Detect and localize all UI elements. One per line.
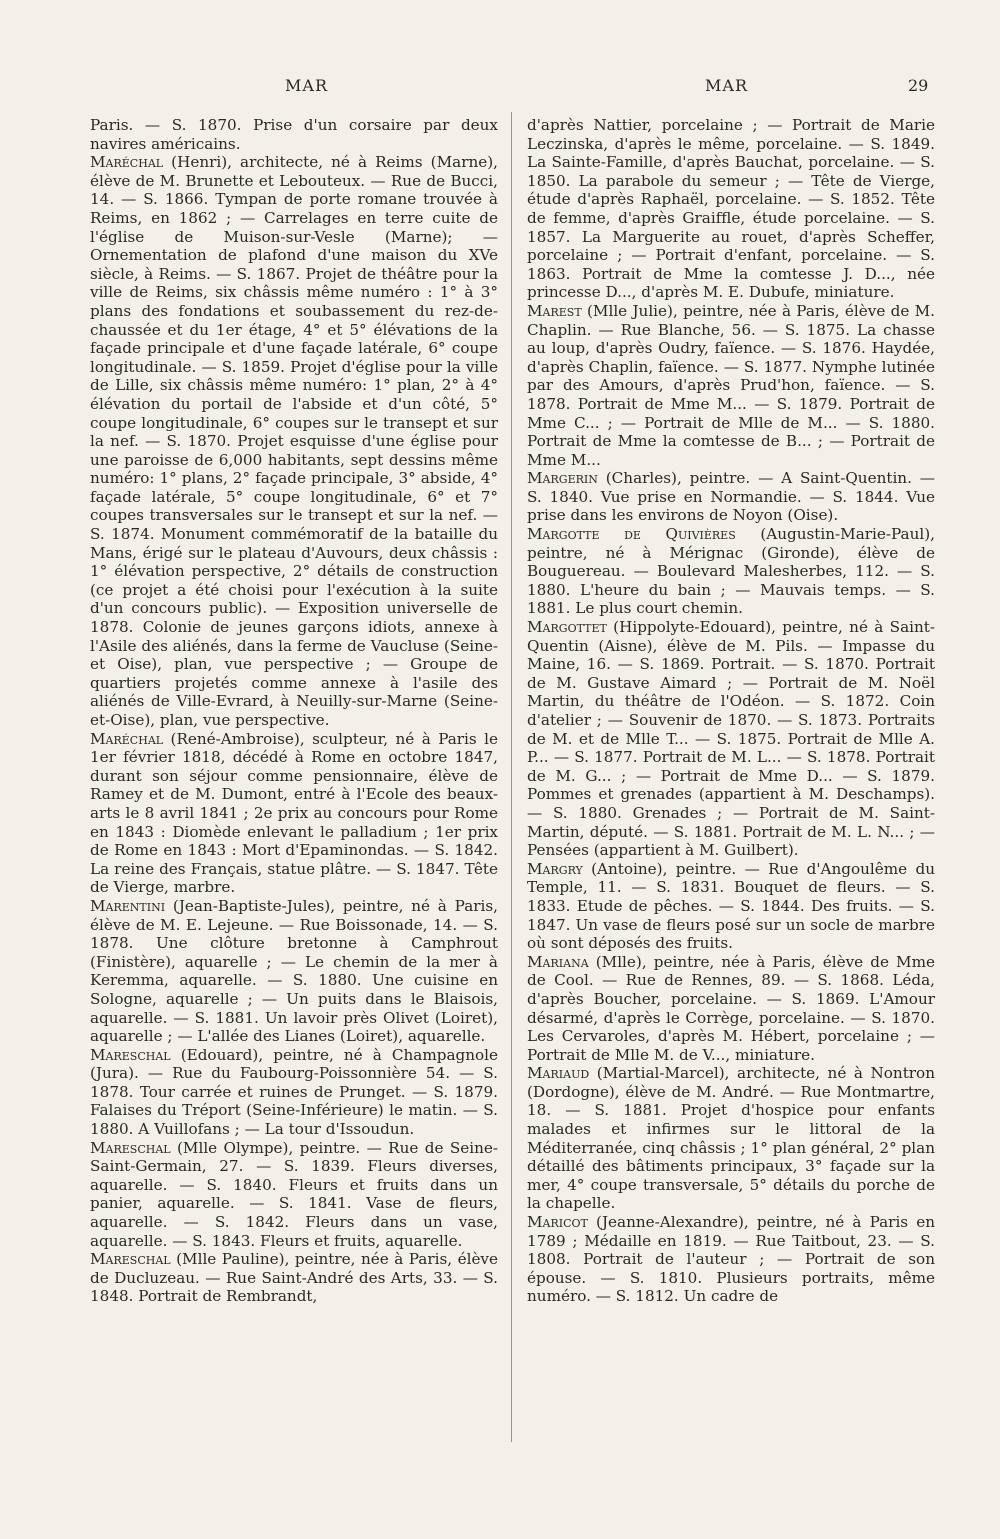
entry-name: Marentini — [90, 896, 166, 915]
column-divider — [511, 112, 512, 1442]
left-column — [90, 116, 498, 1306]
entry-text: (Edouard), peintre, né à Champagnole (Jura). — Rue du Faubourg-Poissonnière 54. — S. 1878. Tour carrée et ruines de Prunget. — S. 1879. Falaises du Tréport (Seine-Inférieure) le matin. — S. 1880. A Vuillofans ; — La tour d'Issoudun. — [90, 1045, 498, 1139]
entry — [527, 525, 935, 618]
entry-text: (Jeanne-Alexandre), peintre, né à Paris en 1789 ; Médaille en 1819. — Rue Taitbout, 23. — S. 1808. Portrait de l'auteur ; — Portrait de son épouse. — S. 1810. Plusieurs portraits, même numéro. — S. 1812. Un cadre de — [527, 1213, 935, 1306]
entry — [90, 1250, 498, 1306]
entry — [527, 1064, 935, 1213]
entry — [90, 1046, 498, 1139]
entry — [90, 730, 498, 897]
entry-text: (Mlle Pauline), peintre, née à Paris, élève de Ducluzeau. — Rue Saint-André des Arts, 33. — S. 1848. Portrait de Rembrandt, — [90, 1250, 498, 1306]
entry — [527, 860, 935, 953]
entry-name: Maréchal — [90, 729, 164, 748]
entry — [527, 116, 935, 302]
entry-text: (Hippolyte-Edouard), peintre, né à Saint-Quentin (Aisne), élève de M. Pils. — Impasse du Maine, 16. — S. 1869. Portrait. — S. 1870. Portrait de M. Gustave Aimard ; — Portrait de M. Noël Martin, du théâtre de l'Odéon. — S. 1872. Coin d'atelier ; — Souvenir de 1870. — S. 1873. Portraits de M. et de Mlle T... — S. 1875. Portrait de Mlle A. P... — S. 1877. Portrait de M. L... — S. 1878. Portrait de M. G... ; — Portrait de Mme D... — S. 1879. Pommes et grenades (appartient à M. Deschamps). — S. 1880. Grenades ; — Portrait de M. Saint-Martin, député. — S. 1881. Portrait de M. L. N... ; — Pensées (appartient à M. Guilbert). — [527, 618, 935, 860]
entry — [527, 469, 935, 525]
entry-text: (Antoine), peintre. — Rue d'Angoulême du Temple, 11. — S. 1831. Bouquet de fleurs. — S. 1833. Etude de pêches. — S. 1844. Des fruits. — S. 1847. Un vase de fleurs posé sur un socle de marbre où sont déposés des fruits. — [527, 859, 935, 953]
entry — [90, 897, 498, 1046]
page-number: 29 — [908, 76, 929, 95]
right-column — [527, 116, 935, 1306]
entry-text: (Charles), peintre. — A Saint-Quentin. — S. 1840. Vue prise en Normandie. — S. 1844. Vue prise dans les environs de Noyon (Oise). — [527, 469, 935, 525]
entry-name: Mariaud — [527, 1064, 590, 1083]
entry-text: Paris. — S. 1870. Prise d'un corsaire par deux navires américains. — [90, 116, 498, 153]
entry-name: Margerin — [527, 469, 598, 488]
entry — [527, 302, 935, 469]
entry-text: (Augustin-Marie-Paul), peintre, né à Mérignac (Gironde), élève de Bouguereau. — Boulevard Malesherbes, 112. — S. 1880. L'heure du bain ; — Mauvais temps. — S. 1881. Le plus court chemin. — [527, 525, 936, 618]
entry-text: (Jean-Baptiste-Jules), peintre, né à Paris, élève de M. E. Lejeune. — Rue Boissonade, 14. — S. 1878. Une clôture bretonne à Camphrout (Finistère), aquarelle ; — Le chemin de la mer à Keremma, aquarelle. — S. 1880. Une cuisine en Sologne, aquarelle ; — Un puits dans le Blaisois, aquarelle. — S. 1881. Un lavoir près Olivet (Loiret), aquarelle ; — L'allée des Lianes (Loiret), aquarelle. — [90, 896, 498, 1046]
entry — [527, 618, 935, 860]
entry-name: Mariana — [527, 952, 589, 971]
entry-text: (Mlle Julie), peintre, née à Paris, élève de M. Chaplin. — Rue Blanche, 56. — S. 1875. La chasse au loup, d'après Oudry, faïence. — S. 1876. Haydée, d'après Chaplin, faïence. — S. 1877. Nymphe lutinée par des Amours, d'après Prud'hon, faïence. — S. 1878. Portrait de Mme M... — S. 1879. Portrait de Mme C... ; — Portrait de Mlle de M... — S. 1880. Portrait de Mme la comtesse de B... ; — Portrait de Mme M... — [527, 301, 935, 469]
entry-text: (Mlle), peintre, née à Paris, élève de Mme de Cool. — Rue de Rennes, 89. — S. 1868. Léda, d'après Boucher, porcelaine. — S. 1869. L'Amour désarmé, d'après le Corrège, porcelaine. — S. 1870. Les Cervaroles, d'après M. Hébert, porcelaine ; — Portrait de Mlle M. de V..., miniature. — [527, 952, 935, 1064]
entry-name: Maréchal — [90, 153, 164, 172]
entry-name: Margotte de Quivières — [527, 525, 736, 544]
running-head-right: MAR — [705, 76, 748, 95]
entry-text: d'après Nattier, porcelaine ; — Portrait de Marie Leczinska, d'après le même, porcelaine. — S. 1849. La Sainte-Famille, d'après Bauchat, porcelaine. — S. 1850. La parabole du semeur ; — Tête de Vierge, étude d'après Raphaël, porcelaine. — S. 1852. Tête de femme, d'après Graiffle, étude porcelaine. — S. 1857. La Marguerite au rouet, d'après Scheffer, porcelaine ; — Portrait d'enfant, porcelaine. — S. 1863. Portrait de Mme la comtesse J. D..., née princesse D..., d'après M. E. Dubufe, miniature. — [527, 116, 935, 302]
entry-text: (Henri), architecte, né à Reims (Marne), élève de M. Brunette et Lebouteux. — Rue de Bucci, 14. — S. 1866. Tympan de porte romane trouvée à Reims, en 1862 ; — Carrelages en terre cuite de l'église de Muison-sur-Vesle (Marne); — Ornementation de plafond d'une maison du XVe siècle, à Reims. — S. 1867. Projet de théâtre pour la ville de Reims, six châssis même numéro : 1° à 3° plans des fondations et soubassement du rez-de-chaussée et du 1er étage, 4° et 5° élévations de la façade principale et d'une façade latérale, 6° coupe longitudinale. — S. 1859. Projet d'église pour la ville de Lille, six châssis même numéro: 1° plan, 2° à 4° élévation du portail de l'abside et d'un côté, 5° coupe longitudinale, 6° coupes sur le transept et sur la nef. — S. 1870. Projet esquisse d'une église pour une paroisse de 6,000 habitants, sept dessins même numéro: 1° plans, 2° façade principale, 3° abside, 4° façade latérale, 5° coupe longitudinale, 6° et 7° coupes transversales sur le transept et sur la nef. — S. 1874. Monument commémoratif de la bataille du Mans, érigé sur le plateau d'Auvours, deux châssis : 1° élévation perspective, 2° détails de construction (ce projet a été choisi pour l'exécution à la suite d'un concours public). — Exposition universelle de 1878. Colonie de jeunes garçons idiots, annexe à l'Asile des aliénés, dans la ferme de Vaucluse (Seine-et Oise), plan, vue perspective ; — Groupe de quartiers projetés comme annexe à l'asile des aliénés de Ville-Evrard, à Neuilly-sur-Marne (Seine-et-Oise), plan, vue perspective. — [90, 153, 498, 729]
entry-name: Maricot — [527, 1213, 588, 1232]
entry — [90, 1139, 498, 1251]
entry-text: (René-Ambroise), sculpteur, né à Paris le 1er février 1818, décédé à Rome en octobre 1847, durant son séjour comme pensionnaire, élève de Ramey et de M. Dumont, entré à l'Ecole des beaux-arts le 8 avril 1841 ; 2e prix au concours pour Rome en 1843 : Diomède enlevant le palladium ; 1er prix de Rome en 1843 : Mort d'Epaminondas. — S. 1842. La reine des Français, statue plâtre. — S. 1847. Tête de Vierge, marbre. — [90, 729, 498, 897]
entry-name: Margottet — [527, 618, 607, 637]
entry-text: (Mlle Olympe), peintre. — Rue de Seine-Saint-Germain, 27. — S. 1839. Fleurs diverses, aquarelle. — S. 1840. Fleurs et fruits dans un panier, aquarelle. — S. 1841. Vase de fleurs, aquarelle. — S. 1842. Fleurs dans un vase, aquarelle. — S. 1843. Fleurs et fruits, aquarelle. — [90, 1138, 498, 1250]
entry — [90, 116, 498, 153]
entry-name: Mareschal — [90, 1250, 171, 1269]
entry-text: (Martial-Marcel), architecte, né à Nontron (Dordogne), élève de M. André. — Rue Montmartre, 18. — S. 1881. Projet d'hospice pour enfants malades et infirmes sur le littoral de la Méditerranée, cinq châssis ; 1° plan général, 2° plan détaillé des bâtiments principaux, 3° façade sur la mer, 4° coupe transversale, 5° détails du porche de la chapelle. — [527, 1064, 935, 1213]
entry-name: Mareschal — [90, 1045, 171, 1064]
entry — [527, 1213, 935, 1306]
entry-name: Margry — [527, 859, 583, 878]
entry — [90, 153, 498, 729]
entry-name: Marest — [527, 301, 582, 320]
entry — [527, 953, 935, 1065]
entry-name: Mareschal — [90, 1138, 171, 1157]
running-head-left: MAR — [285, 76, 328, 95]
